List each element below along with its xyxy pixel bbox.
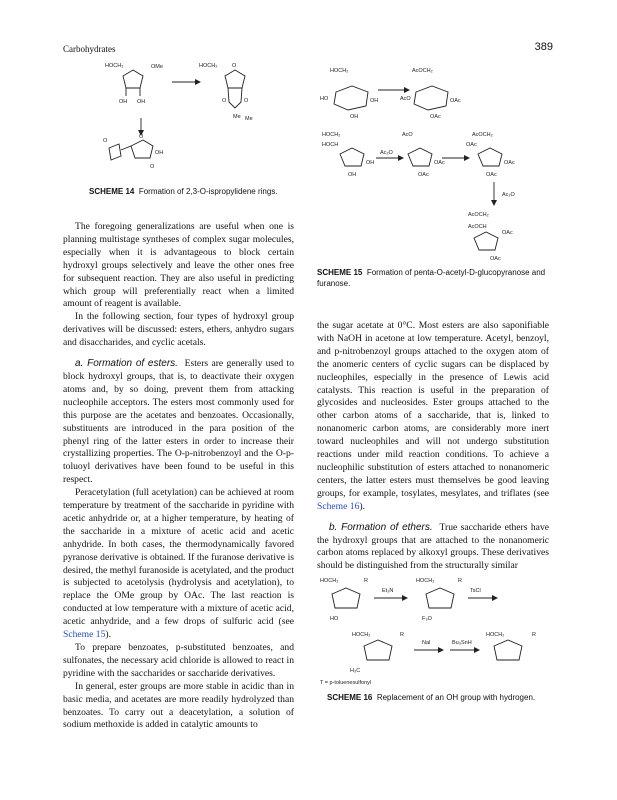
scheme15-label: OAc <box>434 160 445 166</box>
scheme16-label: Et₃N <box>382 588 394 594</box>
scheme14-label: Me <box>245 116 253 122</box>
scheme15-label: AcOCH <box>468 224 487 230</box>
scheme16-label: F₃O <box>422 616 432 622</box>
scheme15-label: OAc <box>504 160 515 166</box>
scheme-14-caption <box>89 187 299 198</box>
scheme16-label: HOCH₂ <box>486 632 505 638</box>
scheme-15-figure <box>318 62 554 270</box>
paragraph-text: the sugar acetate at 0°C. Most esters are also saponifiable with NaOH in acetone at low temperature. Acetyl, benzoyl, and p-nitrobenzoyl groups attached to the oxygen atom of the anomeric centers of cyclic sugars can be displaced by nucleophiles, especially in the presence of Lewis acid catalysts. This reaction is useful in the preparation of glycosides and nucleosides. Ester groups attached to the other carbon atoms of a saccharide, that is, linked to nonanomeric carbon atoms, are considerably more inert toward nucleophiles and will not undergo substitution reactions under mild reaction conditions. To achieve a nucleophilic substitution of esters attached to nonanomeric centers, the latter esters must themselves be good leaving groups, for example, tosylates, mesylates, and triflates (see <box>317 320 549 499</box>
scheme15-label: Ac₂O <box>502 192 515 198</box>
scheme15-label: HO <box>320 96 329 102</box>
scheme-14-label: SCHEME 14 <box>89 187 135 196</box>
scheme-15-label: SCHEME 15 <box>317 268 363 277</box>
scheme15-label: OH <box>370 98 379 104</box>
paragraph-text: Peracetylation (full acetylation) can be achieved at room temperature by treatment of the saccharide in pyridine with acetic anhydride or, at a higher temperature, by heating of the saccharide in a mixture of acetic acid and acetic anhydride. In both cases, the thermodynamically favored pyranose derivative is obtained. If the furanose derivative is desired, the methyl furanoside is acetylated, and the product is subjected to acetolysis (hydrolysis and acetylation), to replace the OMe group by OAc. The last reaction is conducted at low temperature with a mixture of acetic acid, acetic anhydride, and a few drops of sulfuric acid (see <box>63 487 294 628</box>
scheme15-label: AcO <box>400 96 411 102</box>
scheme16-label: NaI <box>422 640 431 646</box>
scheme16-label: HOCH₂ <box>352 632 371 638</box>
scheme-15-caption <box>317 268 549 289</box>
paragraph: In general, ester groups are more stable in acidic than in basic media, and acetates are more readily hydrolyzed than benzoates. To carry out a deacetylation, a solution of sodium methoxide is added in catalytic amounts to <box>63 680 294 731</box>
page-number: 389 <box>534 41 553 53</box>
paragraph-text: ). <box>359 500 365 512</box>
scheme14-label: OH <box>137 99 146 105</box>
scheme16-label: HOCH₂ <box>416 578 435 584</box>
scheme16-label: R <box>532 632 536 638</box>
paragraph: To prepare benzoates, p-substituted benzoates, and sulfonates, the necessary acid chloride is allowed to react in pyridine with the saccharides or saccharide derivatives. <box>63 642 294 679</box>
scheme-14-figure <box>95 58 295 186</box>
right-column <box>317 320 549 573</box>
scheme15-label: OH <box>348 172 357 178</box>
scheme-16-link[interactable]: Scheme 16 <box>317 500 360 512</box>
scheme-16-caption-text: Replacement of an OH group with hydrogen. <box>376 693 536 702</box>
scheme16-label: R <box>458 578 462 584</box>
scheme-16-label: SCHEME 16 <box>327 693 373 702</box>
scheme15-label: HOCH₂ <box>322 132 341 138</box>
scheme16-label: HO <box>330 616 339 622</box>
paragraph-text: ). <box>105 629 111 641</box>
scheme-16-caption <box>327 693 552 704</box>
scheme14-label: O <box>103 138 108 144</box>
scheme15-label: OAc <box>490 256 501 262</box>
paragraph <box>63 487 294 642</box>
scheme15-label: AcOCH₂ <box>468 212 489 218</box>
scheme14-label: HOCH₂ <box>105 63 124 69</box>
scheme15-label: OAc <box>486 172 497 178</box>
paragraph <box>317 320 549 514</box>
scheme16-label: R <box>364 578 368 584</box>
paragraph: In the following section, four types of hydroxyl group derivatives will be discussed: esters, ethers, anhydro sugars and disaccharides, and cyclic acetals. <box>63 311 294 349</box>
scheme15-label: AcOCH₂ <box>472 132 493 138</box>
scheme15-label: OH <box>366 160 375 166</box>
scheme14-label: HOCH₂ <box>199 63 218 69</box>
scheme-15-caption-text: Formation of penta-O-acetyl-D-glucopyranose and furanose. <box>317 268 546 288</box>
scheme14-label: Me <box>233 114 241 120</box>
scheme15-label: OH <box>350 114 359 120</box>
scheme-15-link[interactable]: Scheme 15 <box>63 629 106 641</box>
scheme16-label: H₃C <box>350 668 361 674</box>
paragraph-text: True saccharide ethers have the hydroxyl groups that are attached to the nonanomeric carbon atoms replaced by alkoxyl groups. These derivatives should be distinguished from the structurally similar <box>317 521 549 572</box>
scheme16-label: T = p-toluenesulfonyl <box>320 680 372 686</box>
paragraph: The foregoing generalizations are useful when one is planning multistage syntheses of complex sugar molecules, especially when it is advantageous to block certain hydroxyl groups selectively and leave the other ones free for subsequent reaction. They are also useful in predicting which group will preferentially react when a limited amount of reagent is available. <box>63 221 294 310</box>
section-heading-ethers: b. Formation of ethers. <box>329 521 433 533</box>
paragraph <box>317 522 549 574</box>
scheme-16-figure <box>318 572 554 690</box>
scheme15-label: HOCH <box>322 142 339 148</box>
scheme14-label: O <box>139 134 144 140</box>
scheme15-label: OAc <box>418 172 429 178</box>
running-title: Carbohydrates <box>63 44 116 54</box>
scheme15-label: OAc <box>430 114 441 120</box>
scheme16-label: TsCl <box>470 588 481 594</box>
paragraph-text: Esters are generally used to block hydroxyl groups, that is, to deactivate their oxygen atoms and, by so doing, prevent them from attacking nucleophile acceptors. The esters most commonly used for this purpose are the acetates and benzoates. Occasionally, substituents are introduced in the para position of the phenyl ring of the latter esters in order to increase their crystallizing properties. The O-p-nitrobenzoyl and the O-p-toluoyl derivatives have been found to be useful in this respect. <box>63 358 295 486</box>
scheme15-label: OAc <box>466 142 477 148</box>
scheme15-label: HOCH₂ <box>330 68 349 74</box>
left-column <box>63 221 294 732</box>
scheme14-label: O <box>232 63 237 69</box>
scheme14-label: O <box>244 98 249 104</box>
scheme15-label: AcOCH₂ <box>412 68 433 74</box>
scheme15-label: Ac₂O <box>380 150 393 156</box>
scheme16-label: HOCH₂ <box>320 578 339 584</box>
paragraph <box>63 358 294 487</box>
scheme14-label: O <box>150 164 155 170</box>
scheme16-label: Bu₃SnH <box>452 640 472 646</box>
section-heading-esters: a. Formation of esters. <box>75 358 178 370</box>
scheme14-label: OH <box>155 150 164 156</box>
scheme15-label: OAc <box>450 98 461 104</box>
scheme14-label: OH <box>119 99 128 105</box>
scheme-14-caption-text: Formation of 2,3-O-ispropylidene rings. <box>138 187 278 196</box>
scheme15-label: AcO <box>402 132 413 138</box>
scheme14-label: OMe <box>151 64 163 70</box>
scheme14-label: O <box>222 98 227 104</box>
scheme16-label: R <box>400 632 404 638</box>
scheme15-label: OAc <box>502 230 513 236</box>
